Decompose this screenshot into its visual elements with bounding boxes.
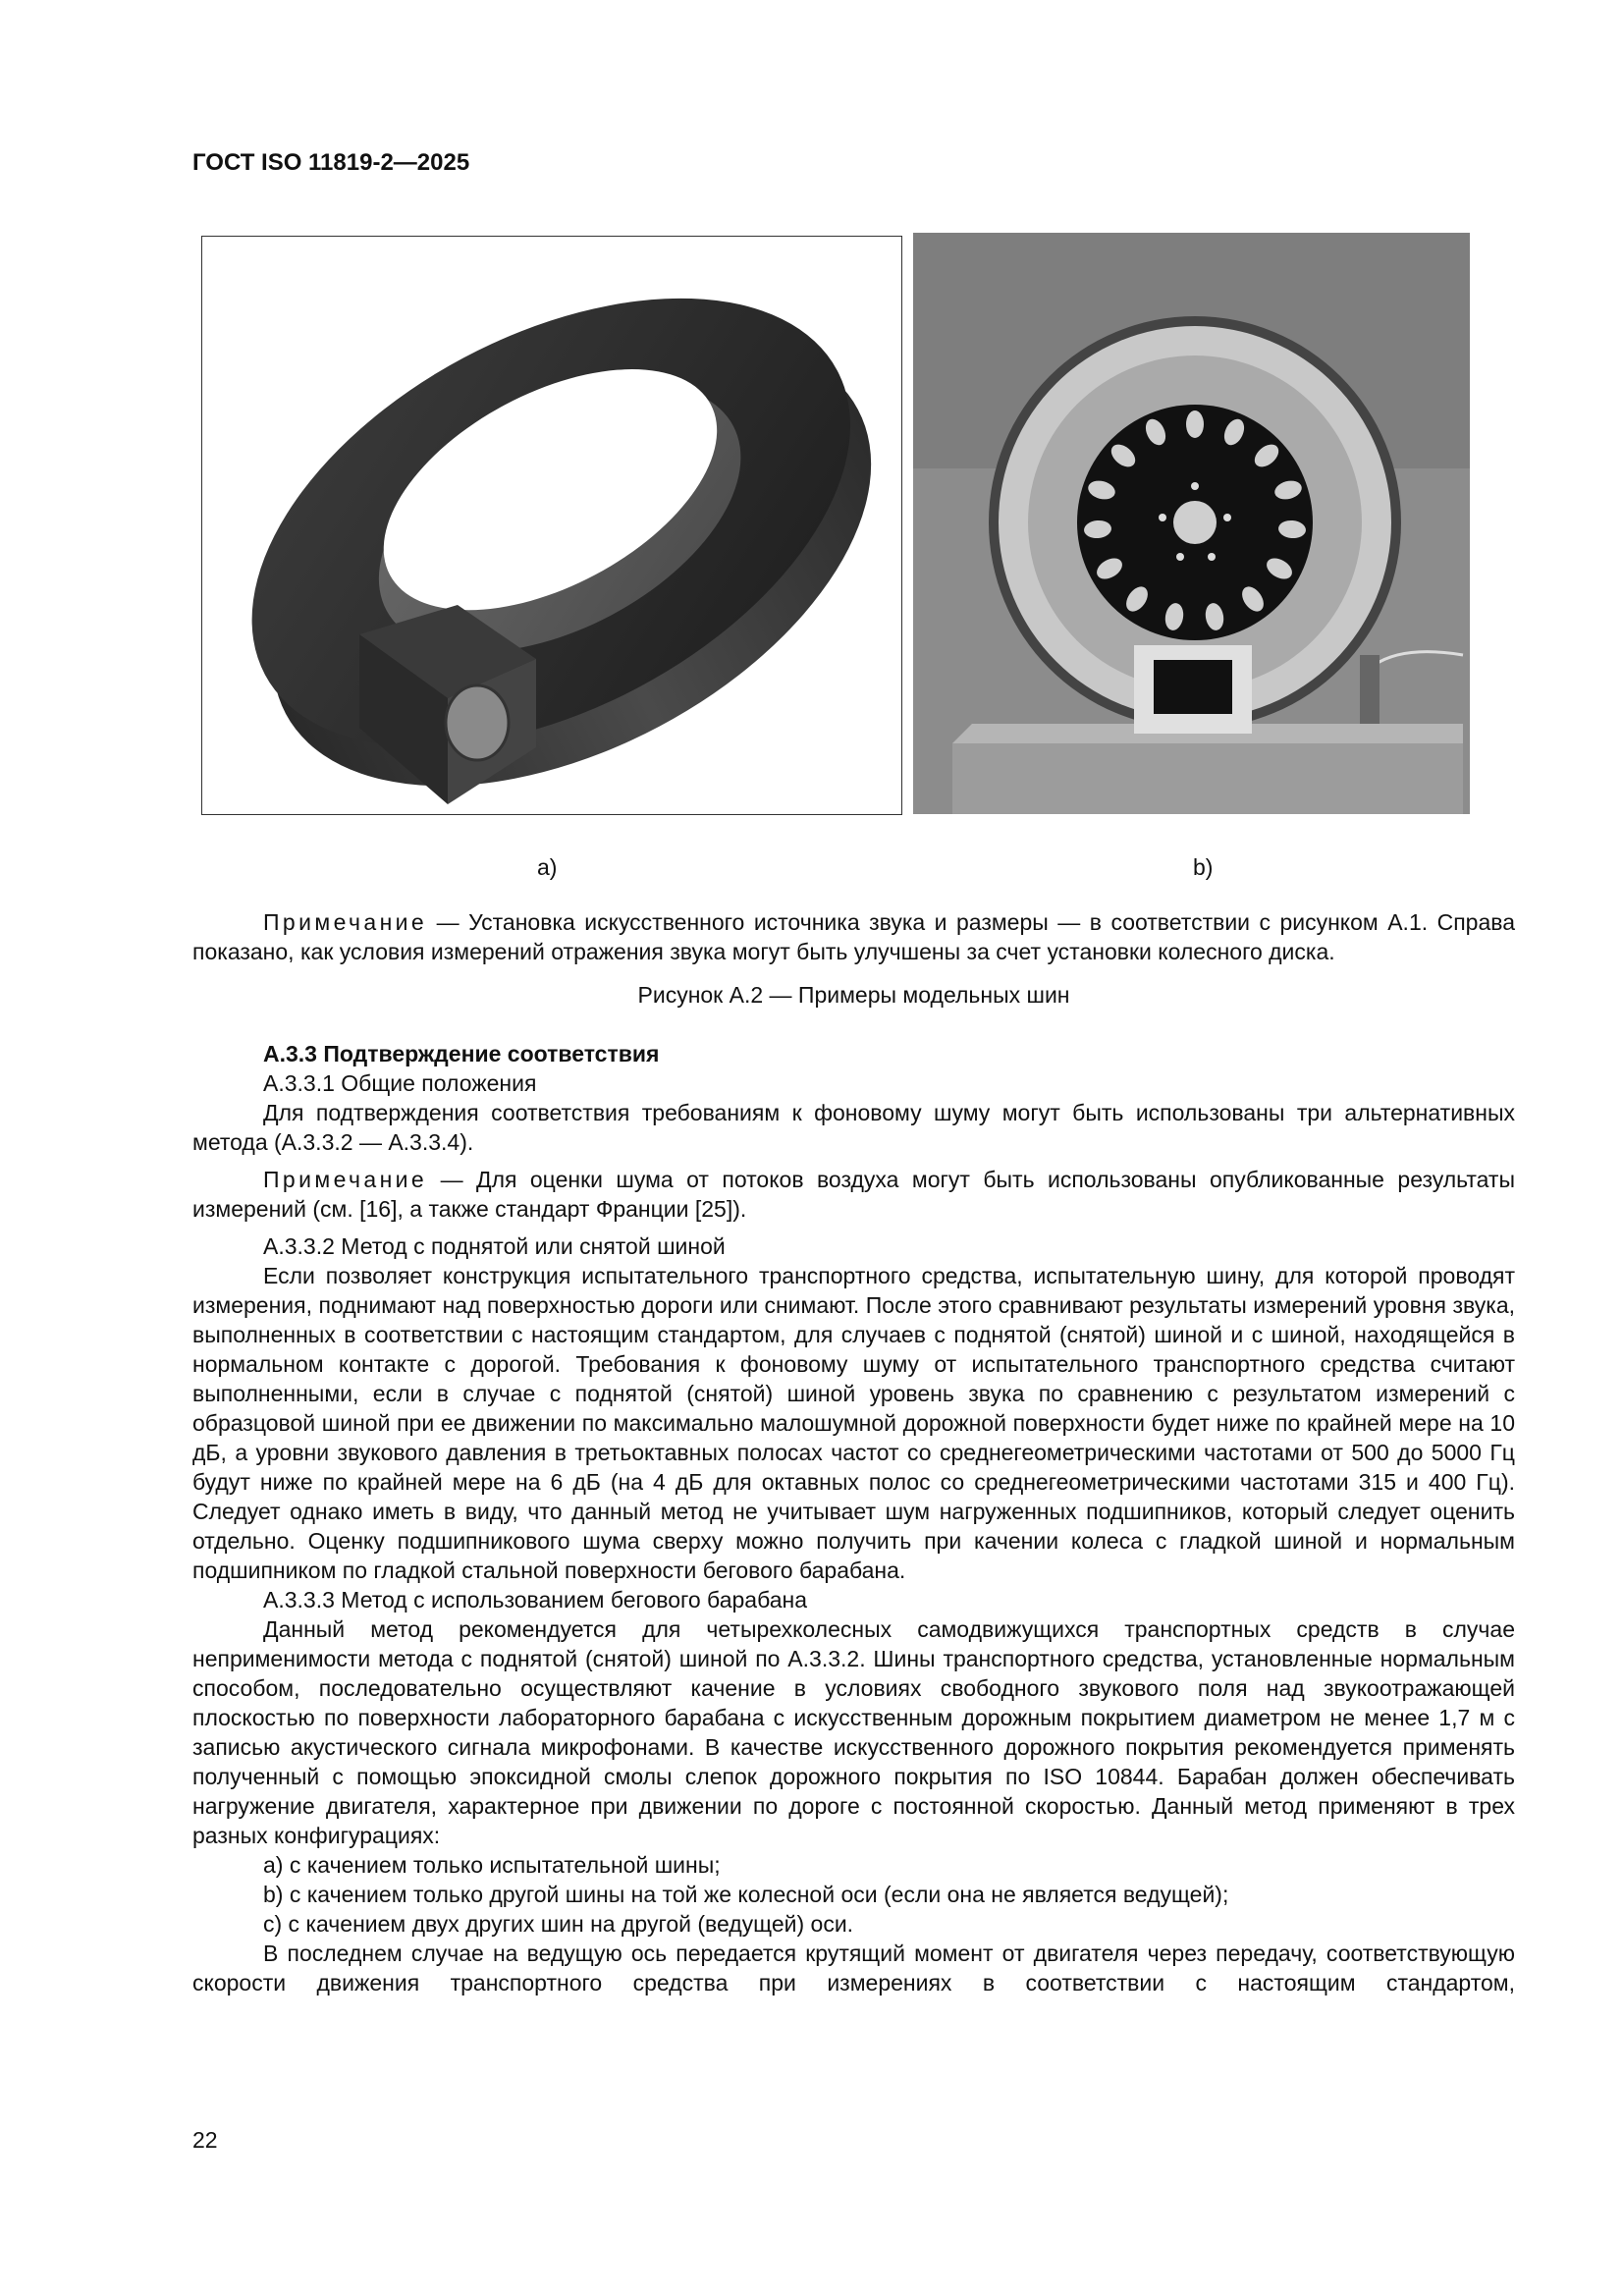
subsection-2-text: Если позволяет конструкция испытательного транспортного средства, испытательную шину, для которой проводят измерения, поднимают над поверхностью дороги или снимают. После этого сравнивают результаты измерений уровня звука, выполненных в соответствии с настоящим стандартом, для случаев с поднятой (снятой) шиной и с шиной, находящейся в нормальном контакте с дорогой. Требования к фоновому шуму от испытательного транспортного средства считают выполненными, если в случае с поднятой (снятой) шиной уровень звука по сравнению с результатом измерений с образцовой шиной при ее движении по максимально малошумной дорожной поверхности будет ниже по крайней мере на 10 дБ, а уровни звукового давления в третьоктавных полосах частот со среднегеометрическими частотами от 500 до 5000 Гц будут ниже по крайней мере на 6 дБ (на 4 дБ для октавных полос со среднегеометрическими частотами 315 и 400 Гц). Следует однако иметь в виду, что данный метод не учитывает шум нагруженных подшипников, который следует оценить отдельно. Оценку подшипникового шума сверху можно получить при качении колеса с гладкой шиной и нормальным подшипником по гладкой стальной поверхности бегового барабана.: [192, 1263, 1515, 1583]
subsection-1-title: А.3.3.1 Общие положения: [263, 1070, 537, 1096]
note-label: Примечание: [263, 909, 428, 935]
figure-b-tire-photo: [913, 233, 1470, 814]
section-note: [192, 1165, 1515, 1224]
list-item-a: а) с качением только испытательной шины;: [263, 1852, 721, 1878]
figure-title: Рисунок А.2 — Примеры модельных шин: [637, 982, 1070, 1008]
last-paragraph: В последнем случае на ведущую ось передается крутящий момент от двигателя через передачу, соответствующую скорости движения транспортного средства при измерениях в соответствии с настоящим стандартом,: [192, 1941, 1515, 1995]
document-header: ГОСТ ISO 11819-2—2025: [192, 149, 470, 176]
list-item-c: с) с качением двух других шин на другой (ведущей) оси.: [263, 1911, 854, 1937]
list-item-b: b) с качением только другой шины на той же колесной оси (если она не является ведущей);: [263, 1882, 1229, 1907]
figure-a-caption: а): [537, 854, 558, 880]
section-note-text: — Для оценки шума от потоков воздуха могут быть использованы опубликованные результаты измерений (см. [16], а также стандарт Франции [25]).: [192, 1167, 1515, 1222]
subsection-1-text: Для подтверждения соответствия требованиям к фоновому шуму могут быть использованы три альтернативных метода (А.3.3.2 — А.3.3.4).: [192, 1100, 1515, 1155]
page-number: 22: [192, 2127, 218, 2153]
subsection-2-title: А.3.3.2 Метод с поднятой или снятой шиной: [263, 1233, 726, 1259]
subsection-3-text: Данный метод рекомендуется для четырехколесных самодвижущихся транспортных средств в случае неприменимости метода с поднятой (снятой) шиной по А.3.3.2. Шины транспортного средства, установленные нормальным способом, последовательно осуществляют качение в условиях свободного звукового поля над звукоотражающей плоскостью по поверхности лабораторного барабана с искусственным дорожным покрытием диаметром не менее 1,7 м с записью акустического сигнала микрофонами. В качестве искусственного дорожного покрытия рекомендуется применять полученный с помощью эпоксидной смолы слепок дорожного покрытия по ISO 10844. Барабан должен обеспечивать нагружение двигателя, характерное при движении по дороге с постоянной скоростью. Данный метод применяют в трех разных конфигурациях:: [192, 1616, 1515, 1848]
tire-photo-illustration: [913, 233, 1470, 814]
note-text: — Установка искусственного источника звука и размеры — в соответствии с рисунком А.1. Справа показано, как условия измерений отражения звука могут быть улучшены за счет установки колесного диска.: [192, 909, 1515, 964]
figure-a-model-tire: [201, 236, 902, 815]
subsection-3-title: А.3.3.3 Метод с использованием бегового барабана: [263, 1587, 807, 1613]
section-heading: А.3.3 Подтверждение соответствия: [263, 1041, 660, 1066]
figure-note: [192, 907, 1515, 966]
main-text: [192, 907, 1515, 1997]
section-note-label: Примечание: [263, 1167, 428, 1192]
tire-model-illustration: [202, 237, 901, 814]
figure-b-caption: b): [1193, 854, 1214, 880]
